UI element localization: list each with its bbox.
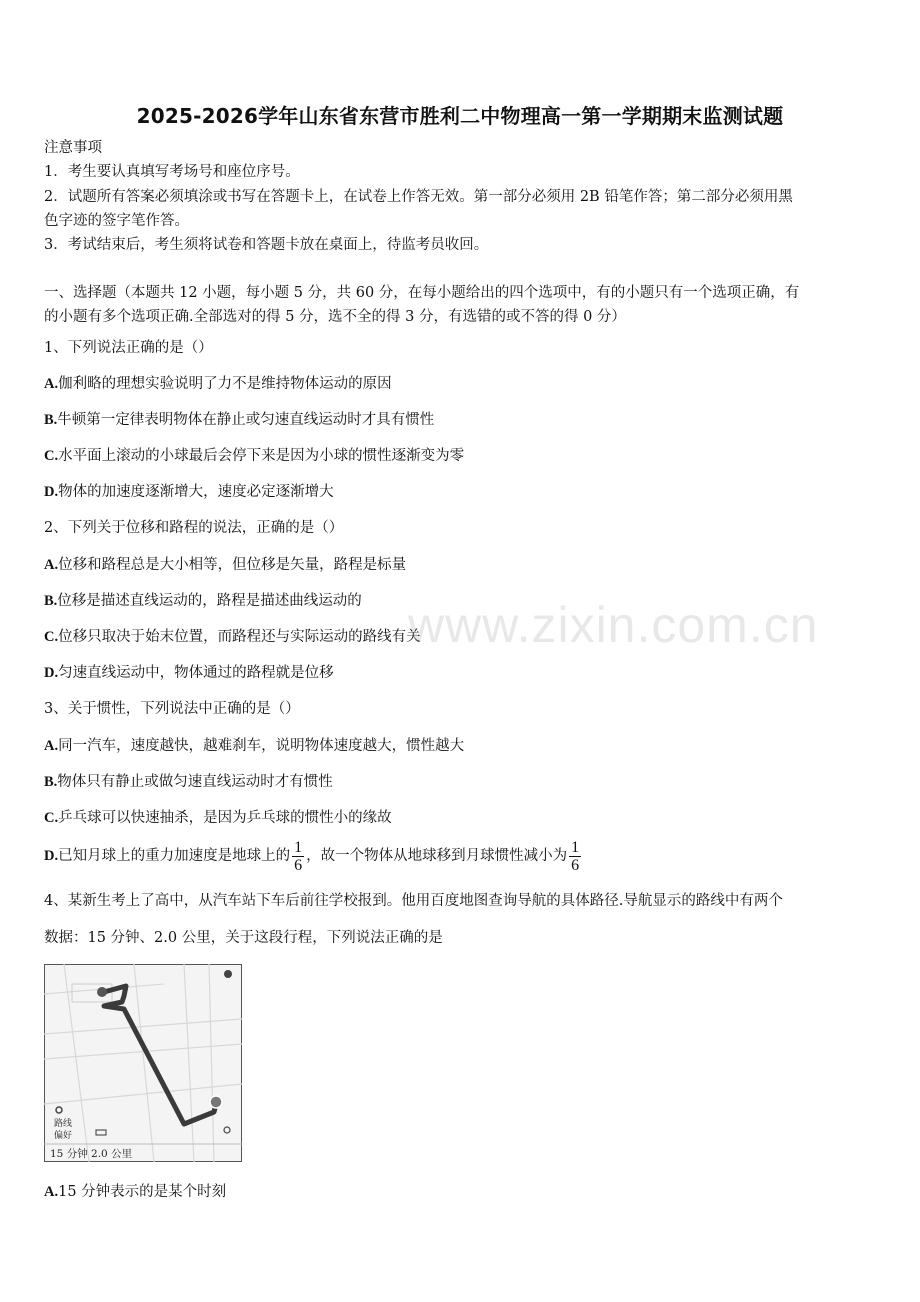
option-letter: B. bbox=[44, 593, 58, 609]
option-text: 15 分钟表示的是某个时刻 bbox=[58, 1184, 227, 1200]
section-instructions-line1: 一、选择题（本题共 12 小题，每小题 5 分，共 60 分，在每小题给出的四个选项中，有的小题只有一个选项正确，有 bbox=[44, 285, 800, 301]
option-letter: B. bbox=[44, 412, 58, 428]
option-text: 伽利略的理想实验说明了力不是维持物体运动的原因 bbox=[58, 376, 392, 392]
option-letter: D. bbox=[44, 665, 59, 681]
q1-option-b bbox=[44, 410, 434, 430]
q4-option-a bbox=[44, 1182, 226, 1202]
fraction-denominator: 6 bbox=[294, 856, 303, 874]
route-summary: 15 分钟 2.0 公里 bbox=[50, 1148, 133, 1160]
start-marker-icon bbox=[97, 987, 107, 997]
option-letter: C. bbox=[44, 448, 59, 464]
question-4-stem-line1: 4、某新生考上了高中，从汽车站下车后前往学校报到。他用百度地图查询导航的具体路径.导航显示的路线中有两个 bbox=[44, 893, 783, 909]
fraction-numerator: 1 bbox=[571, 838, 580, 856]
q2-option-c bbox=[44, 627, 421, 647]
fraction-denominator: 6 bbox=[571, 856, 580, 874]
option-letter: A. bbox=[44, 1184, 59, 1200]
section-instructions-line2: 的小题有多个选项正确.全部选对的得 5 分，选不全的得 3 分，有选错的或不答的得 0 分） bbox=[44, 309, 626, 325]
map-image bbox=[44, 964, 242, 1162]
q2-option-a bbox=[44, 555, 406, 575]
route-preference-label-2: 偏好 bbox=[54, 1131, 73, 1141]
end-marker-icon bbox=[210, 1096, 222, 1108]
option-text: 物体只有静止或做匀速直线运动时才有惯性 bbox=[57, 774, 333, 790]
q1-option-c bbox=[44, 446, 464, 466]
option-text: 乒乓球可以快速抽杀，是因为乒乓球的惯性小的缘故 bbox=[58, 810, 392, 826]
option-text: ，故一个物体从地球移到月球惯性减小为 bbox=[306, 848, 568, 864]
fraction-numerator: 1 bbox=[294, 838, 303, 856]
question-2-stem: 2、下列关于位移和路程的说法，正确的是（） bbox=[44, 520, 344, 536]
q3-option-c bbox=[44, 808, 392, 828]
option-letter: A. bbox=[44, 557, 59, 573]
option-letter: B. bbox=[44, 774, 58, 790]
q2-option-b bbox=[44, 591, 362, 611]
option-text: 匀速直线运动中，物体通过的路程就是位移 bbox=[58, 665, 334, 681]
option-text: 位移只取决于始末位置，而路程还与实际运动的路线有关 bbox=[58, 629, 421, 645]
page-title: 2025-2026学年山东省东营市胜利二中物理高一第一学期期末监测试题 bbox=[136, 104, 784, 128]
q3-option-b bbox=[44, 772, 333, 792]
question-3-stem: 3、关于惯性，下列说法中正确的是（） bbox=[44, 701, 300, 717]
option-text: 牛顿第一定律表明物体在静止或匀速直线运动时才具有惯性 bbox=[57, 412, 435, 428]
question-1-stem: 1、下列说法正确的是（） bbox=[44, 340, 213, 356]
option-letter: C. bbox=[44, 629, 59, 645]
option-text: 位移和路程总是大小相等，但位移是矢量，路程是标量 bbox=[58, 557, 407, 573]
q2-option-d bbox=[44, 663, 334, 683]
option-text: 物体的加速度逐渐增大，速度必定逐渐增大 bbox=[58, 484, 334, 500]
notice-item-2-cont: 色字迹的签字笔作答。 bbox=[44, 213, 189, 229]
option-text: 水平面上滚动的小球最后会停下来是因为小球的惯性逐渐变为零 bbox=[58, 448, 465, 464]
route-preference-label-1: 路线 bbox=[54, 1119, 73, 1129]
option-text: 已知月球上的重力加速度是地球上的 bbox=[58, 848, 291, 864]
q1-option-a bbox=[44, 374, 392, 394]
option-letter: A. bbox=[44, 738, 59, 754]
option-letter: D. bbox=[44, 848, 59, 864]
q3-option-d bbox=[44, 836, 583, 876]
question-4-stem-line2: 数据：15 分钟、2.0 公里，关于这段行程，下列说法正确的是 bbox=[44, 930, 443, 946]
watermark: www.zixin.com.cn bbox=[408, 597, 819, 653]
option-text: 位移是描述直线运动的，路程是描述曲线运动的 bbox=[57, 593, 362, 609]
notice-heading: 注意事项 bbox=[44, 140, 102, 156]
option-letter: A. bbox=[44, 376, 59, 392]
option-letter: C. bbox=[44, 810, 59, 826]
navigation-map-figure bbox=[44, 964, 242, 1162]
q3-option-a bbox=[44, 736, 464, 756]
top-right-icon bbox=[224, 970, 232, 978]
notice-item-3: 3．考试结束后，考生须将试卷和答题卡放在桌面上，待监考员收回。 bbox=[44, 237, 489, 253]
option-text: 同一汽车，速度越快，越难刹车，说明物体速度越大，惯性越大 bbox=[58, 738, 465, 754]
option-letter: D. bbox=[44, 484, 59, 500]
q1-option-d bbox=[44, 482, 334, 502]
notice-item-2: 2．试题所有答案必须填涂或书写在答题卡上，在试卷上作答无效。第一部分必须用 2B 铅笔作答；第二部分必须用黑 bbox=[44, 189, 793, 205]
fraction-one-sixth bbox=[292, 839, 304, 874]
fraction-one-sixth bbox=[569, 839, 581, 874]
notice-item-1: 1．考生要认真填写考场号和座位序号。 bbox=[44, 164, 300, 180]
